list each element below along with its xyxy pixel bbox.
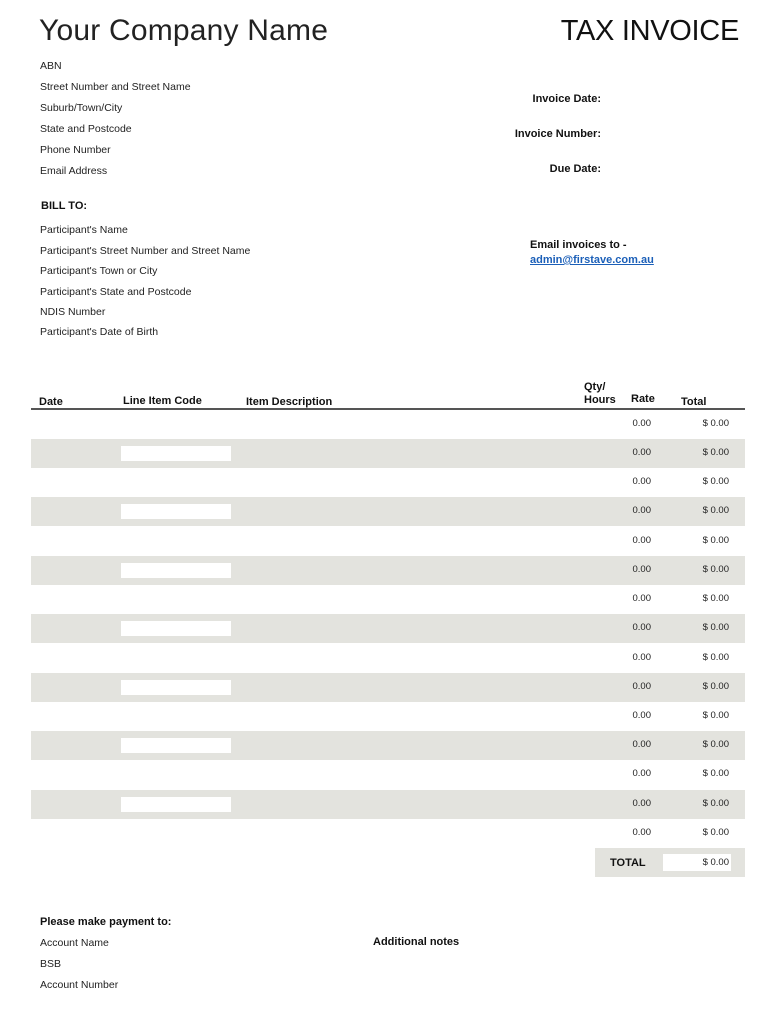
document-title: TAX INVOICE	[560, 15, 739, 47]
due-date-label: Due Date:	[549, 163, 601, 175]
grand-total-box	[595, 848, 745, 877]
row-qty[interactable]: 0.00	[632, 564, 651, 575]
invoice-date-label: Invoice Date:	[532, 93, 601, 105]
email-invoices-title: Email invoices to -	[530, 239, 627, 251]
row-total: $ 0.00	[702, 827, 729, 838]
additional-notes-label: Additional notes	[373, 936, 460, 948]
row-total: $ 0.00	[702, 505, 729, 516]
line-item-code-field[interactable]	[121, 621, 231, 636]
row-qty[interactable]: 0.00	[632, 652, 651, 663]
payment-title: Please make payment to:	[40, 916, 172, 928]
company-abn[interactable]: ABN	[40, 60, 62, 72]
row-qty[interactable]: 0.00	[632, 798, 651, 809]
row-qty[interactable]: 0.00	[632, 447, 651, 458]
table-row[interactable]	[31, 644, 745, 673]
participant-name[interactable]: Participant's Name	[40, 224, 128, 236]
row-total: $ 0.00	[702, 447, 729, 458]
participant-town[interactable]: Participant's Town or City	[40, 265, 158, 277]
table-row[interactable]	[31, 497, 745, 526]
row-total: $ 0.00	[702, 418, 729, 429]
invoice-number-label: Invoice Number:	[514, 128, 601, 140]
row-qty[interactable]: 0.00	[632, 505, 651, 516]
row-total: $ 0.00	[702, 798, 729, 809]
row-qty[interactable]: 0.00	[632, 681, 651, 692]
column-header-item-description: Item Description	[246, 396, 333, 408]
column-header-date: Date	[39, 396, 63, 408]
row-qty[interactable]: 0.00	[632, 710, 651, 721]
column-header-hours: Hours	[584, 394, 616, 406]
row-qty[interactable]: 0.00	[632, 535, 651, 546]
row-total: $ 0.00	[702, 535, 729, 546]
row-qty[interactable]: 0.00	[632, 418, 651, 429]
line-item-code-field[interactable]	[121, 446, 231, 461]
ndis-number[interactable]: NDIS Number	[40, 306, 106, 318]
row-total: $ 0.00	[702, 564, 729, 575]
bill-to-title: BILL TO:	[41, 200, 88, 212]
participant-dob[interactable]: Participant's Date of Birth	[40, 326, 159, 338]
participant-state-postcode[interactable]: Participant's State and Postcode	[40, 286, 192, 298]
line-item-code-field[interactable]	[121, 680, 231, 695]
row-qty[interactable]: 0.00	[632, 593, 651, 604]
participant-street[interactable]: Participant's Street Number and Street Name	[40, 245, 251, 257]
table-row[interactable]	[31, 702, 745, 731]
table-row[interactable]	[31, 527, 745, 556]
table-row[interactable]	[31, 731, 745, 760]
account-name[interactable]: Account Name	[40, 937, 109, 949]
table-row[interactable]	[31, 585, 745, 614]
email-invoices-link[interactable]: admin@firstave.com.au	[530, 254, 654, 266]
column-header-line-item-code: Line Item Code	[123, 395, 202, 407]
row-total: $ 0.00	[702, 739, 729, 750]
table-row[interactable]	[31, 673, 745, 702]
company-name[interactable]: Your Company Name	[39, 14, 329, 47]
company-suburb[interactable]: Suburb/Town/City	[40, 102, 123, 114]
line-item-code-field[interactable]	[121, 504, 231, 519]
column-header-total: Total	[681, 396, 707, 408]
table-row[interactable]	[31, 556, 745, 585]
table-row[interactable]	[31, 614, 745, 643]
column-header-qty: Qty/	[584, 381, 606, 393]
grand-total-label: TOTAL	[610, 857, 646, 869]
row-total: $ 0.00	[702, 652, 729, 663]
row-total: $ 0.00	[702, 681, 729, 692]
table-row[interactable]	[31, 468, 745, 497]
row-qty[interactable]: 0.00	[632, 768, 651, 779]
row-total: $ 0.00	[702, 593, 729, 604]
company-email[interactable]: Email Address	[40, 165, 108, 177]
table-row[interactable]	[31, 410, 745, 439]
grand-total-field	[663, 854, 731, 871]
company-street[interactable]: Street Number and Street Name	[40, 81, 191, 93]
line-item-code-field[interactable]	[121, 738, 231, 753]
grand-total-value: $ 0.00	[702, 857, 729, 868]
table-row[interactable]	[31, 439, 745, 468]
row-qty[interactable]: 0.00	[632, 476, 651, 487]
row-qty[interactable]: 0.00	[632, 622, 651, 633]
bsb[interactable]: BSB	[40, 958, 62, 970]
row-qty[interactable]: 0.00	[632, 827, 651, 838]
row-qty[interactable]: 0.00	[632, 739, 651, 750]
company-phone[interactable]: Phone Number	[40, 144, 111, 156]
row-total: $ 0.00	[702, 710, 729, 721]
account-number[interactable]: Account Number	[40, 979, 119, 991]
line-item-code-field[interactable]	[121, 797, 231, 812]
row-total: $ 0.00	[702, 476, 729, 487]
table-row[interactable]	[31, 760, 745, 789]
line-item-code-field[interactable]	[121, 563, 231, 578]
column-header-rate: Rate	[631, 393, 655, 405]
row-total: $ 0.00	[702, 622, 729, 633]
row-total: $ 0.00	[702, 768, 729, 779]
table-row[interactable]	[31, 819, 745, 848]
table-row[interactable]	[31, 790, 745, 819]
company-state-postcode[interactable]: State and Postcode	[40, 123, 132, 135]
